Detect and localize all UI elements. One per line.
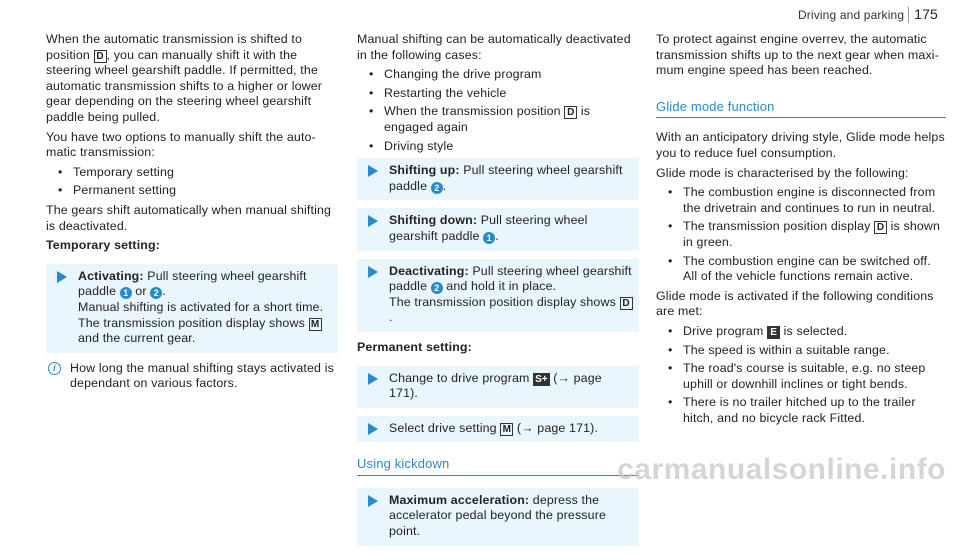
step-text: and hold it in place. [446, 279, 557, 294]
deactivation-paragraph: The gears shift automatically when manual shifting is deactivated. [46, 202, 332, 233]
step-shifting-down: Shifting down: Pull steering wheel gearshift paddle 1 . [357, 208, 639, 250]
deactivation-intro: Manual shifting can be automatically deactivated in the following cases: [357, 32, 631, 62]
step-keyword: Activating: [78, 268, 144, 283]
step-keyword: Maximum acceleration: [389, 492, 530, 507]
permanent-setting-heading: Permanent setting: [357, 339, 472, 354]
glide-characteristics-list [656, 185, 946, 285]
list-item [369, 104, 639, 135]
intro-text: When the automatic transmission is shifted to position [46, 32, 303, 62]
step-text: Pull steering wheel gearshift paddle [389, 213, 588, 243]
temporary-setting-heading: Temporary setting: [46, 238, 161, 253]
watermark: carmanualsonline.info [617, 453, 946, 487]
options-list [46, 165, 338, 199]
header-title: Driving and parking [797, 8, 905, 22]
step-text: The transmission position display shows [389, 294, 616, 309]
glide-paragraph: Glide mode is activated if the following conditions are met: [656, 288, 934, 319]
drive-program-s-plus-symbol: S+ [535, 373, 548, 385]
step-deactivating: Deactivating: Pull steering wheel gearshift paddle 2 and hold it in place. The transmission position display shows D. [357, 259, 639, 332]
cases-list [357, 67, 639, 154]
step-keyword: Shifting down: [389, 213, 478, 228]
glide-mode-heading: Glide mode function [656, 99, 946, 119]
list-item: • There is no trailer hitched up to the trailer hitch, and no bicycle rack Fitted. [668, 395, 946, 426]
list-item: • The speed is within a suitable range. [668, 343, 946, 359]
page-reference-link[interactable]: (→ page 171). [389, 370, 602, 401]
step-keyword: Shifting up: [389, 163, 460, 178]
step-arrow-icon [368, 266, 378, 278]
list-item [668, 219, 946, 250]
column-2 [357, 32, 639, 554]
info-icon: i [48, 362, 61, 375]
page-number: 175 [914, 6, 938, 22]
options-intro: You have two options to manually shift the automatic transmission: [46, 129, 316, 160]
info-note [46, 361, 338, 392]
gear-m-symbol: M [309, 318, 322, 331]
list-item: • Temporary setting [58, 165, 338, 181]
page-header [798, 7, 938, 24]
item-text: is shown in green. [683, 219, 941, 249]
paddle-2-badge: 2 [431, 182, 443, 194]
step-arrow-icon [368, 423, 378, 435]
paddle-1-badge: 1 [483, 232, 495, 244]
gear-d-symbol: D [874, 221, 887, 234]
list-item: • Driving style [369, 139, 639, 155]
gear-d-symbol: D [564, 106, 577, 119]
step-text: Pull steering wheel gearshift paddle [389, 263, 632, 294]
column-3 [656, 32, 946, 430]
item-text: Drive program [683, 323, 764, 338]
step-select-setting [357, 416, 639, 443]
step-arrow-icon [368, 373, 378, 385]
step-text: Pull steering wheel gearshift paddle [78, 268, 307, 299]
drive-program-e-symbol: E [767, 326, 780, 339]
glide-conditions-list [656, 324, 946, 427]
step-max-acceleration [357, 488, 639, 546]
step-arrow-icon [368, 495, 378, 507]
glide-paragraph: With an anticipatory driving style, Glide mode helps you to reduce fuel consumption. [656, 130, 945, 160]
step-text: Select drive setting [389, 420, 497, 435]
or-text: or [135, 284, 147, 299]
list-item: • The combustion engine can be switched off. All of the vehicle functions remain active. [668, 254, 946, 285]
paddle-2-badge: 2 [431, 282, 443, 294]
step-text: Pull steering wheel gearshift paddle [389, 163, 623, 193]
note-text: How long the manual shifting stays activated is dependant on various factors. [70, 360, 334, 391]
step-text: Manual shifting is activated for a short time. The transmission position display shows [78, 299, 324, 330]
step-text: depress the accelerator pedal beyond the pressure point. [389, 492, 607, 539]
overrev-paragraph: To protect against engine overrev, the automatic transmission shifts up to the next gear when maximum engine speed has been reached. [656, 32, 939, 78]
case-text: When the transmission position [384, 104, 561, 119]
gear-d-symbol: D [620, 297, 633, 310]
step-change-program [357, 366, 639, 408]
step-activating: Activating: Pull steering wheel gearshift paddle 1 or 2 . Manual shifting is activated for a short time. The transmission position display shows M and the current gear. [46, 264, 338, 353]
step-arrow-icon [57, 271, 67, 283]
step-arrow-icon [368, 215, 378, 227]
page-reference-link[interactable]: (→ page 171). [516, 420, 599, 435]
glide-paragraph: Glide mode is characterised by the following: [656, 165, 909, 180]
kickdown-heading: Using kickdown [357, 456, 639, 476]
column-1 [46, 32, 338, 392]
list-item [668, 324, 946, 340]
list-item: • Changing the drive program [369, 67, 639, 83]
intro-text-cont: , you can manually shift it with the steering wheel gearshift paddle. If permitted, the automatic transmission shifts to a higher or lower gear depending on the steering wheel gearshift paddle being pulled. [46, 47, 323, 124]
item-text: is selected. [783, 323, 848, 338]
list-item: • Restarting the vehicle [369, 86, 639, 102]
list-item: • The combustion engine is disconnected from the drivetrain and continues to run in neutral. [668, 185, 946, 216]
intro-paragraph [46, 32, 338, 126]
step-arrow-icon [368, 165, 378, 177]
item-text: The transmission position display [683, 219, 871, 234]
gear-d-symbol: D [94, 50, 107, 63]
step-text: Change to drive program [389, 370, 530, 385]
paddle-1-badge: 1 [120, 287, 132, 299]
step-shifting-up: Shifting up: Pull steering wheel gearshift paddle 2 . [357, 158, 639, 200]
step-keyword: Deactivating: [389, 263, 469, 278]
header-divider [908, 7, 909, 23]
case-text: is engaged again [384, 104, 591, 134]
list-item: • Permanent setting [58, 183, 338, 199]
list-item: • The road's course is suitable, e.g. no steep uphill or downhill inclines or tight bends. [668, 361, 946, 392]
paddle-2-badge: 2 [150, 287, 162, 299]
gear-m-symbol: M [500, 423, 513, 436]
step-text: and the current gear. [78, 331, 196, 346]
